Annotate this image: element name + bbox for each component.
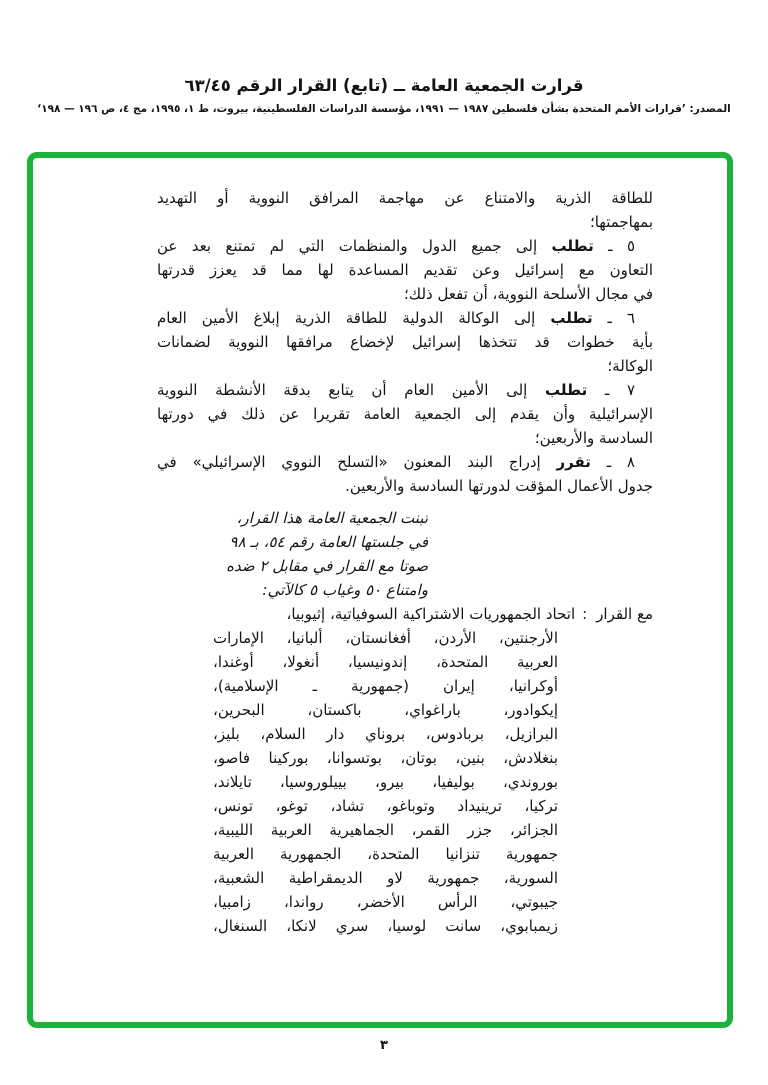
text-line: العربية المتحدة، إندونيسيا، أنغولا، أوغندا، — [213, 653, 558, 671]
text-line: للطاقة الذرية والامتناع عن مهاجمة المرافق النووية أو التهديد — [157, 189, 653, 207]
text-line: إيكوادور، باراغواي، باكستان، البحرين، — [213, 701, 558, 719]
text-line: الإسرائيلية وأن يقدم إلى الجمعية العامة تقريرا عن ذلك في دورتها — [157, 405, 653, 423]
text-line: ٦ ـ تطلب إلى الوكالة الدولية للطاقة الذرية إبلاغ الأمين العام — [157, 309, 635, 327]
text-line: ٥ ـ تطلب إلى جميع الدول والمنظمات التي لم تمتنع بعد عن — [157, 237, 635, 255]
page-number: ٣ — [380, 1038, 388, 1053]
vote-colon: : — [582, 605, 588, 623]
text-line: السادسة والأربعين؛ — [534, 429, 653, 447]
text-line: جدول الأعمال المؤقت لدورتها السادسة والأربعين. — [345, 477, 653, 495]
bold-keyword: تقرر — [556, 453, 591, 471]
text-line: الوكالة؛ — [607, 357, 653, 375]
text-line: تركيا، ترينيداد وتوباغو، تشاد، توغو، تونس، — [213, 797, 558, 815]
adoption-note — [157, 506, 653, 602]
bold-keyword: تطلب — [550, 309, 593, 327]
text-line: في مجال الأسلحة النووية، أن تفعل ذلك؛ — [404, 285, 653, 303]
text-line: الأرجنتين، الأردن، أفغانستان، ألبانيا، الإمارات — [213, 629, 558, 647]
text-line: وامتناع ٥٠ وغياب ٥ كالآتي: — [262, 581, 428, 599]
text-line: جيبوتي، الرأس الأخضر، رواندا، زامبيا، — [213, 893, 558, 911]
text-line: صوتا مع القرار في مقابل ٢ ضده — [226, 557, 428, 575]
bold-keyword: تطلب — [544, 381, 588, 399]
document-frame — [27, 152, 733, 1028]
vote-first-line: اتحاد الجمهوريات الاشتراكية السوفياتية، إثيوبيا، — [286, 605, 576, 623]
page-title: قرارت الجمعية العامة ــ (تابع) القرار الرقم ٦٣/٤٥ — [184, 76, 584, 95]
text-line: بمهاجمتها؛ — [589, 213, 653, 231]
text-line: بنغلادش، بنين، بوتان، بوتسوانا، بوركينا فاصو، — [213, 749, 558, 767]
vote-label: مع القرار — [596, 605, 653, 623]
text-line: التعاون مع إسرائيل وعن تقديم المساعدة لها مما قد يعزز قدرتها — [157, 261, 653, 279]
text-line: جمهورية تنزانيا المتحدة، الجمهورية العربية — [213, 845, 558, 863]
text-line: تبنت الجمعية العامة هذا القرار، — [236, 509, 428, 527]
text-line: في جلستها العامة رقم ٥٤، بـ ٩٨ — [229, 533, 428, 551]
text-line: بأية خطوات قد تتخذها إسرائيل لإخضاع مرافقها النووية لضمانات — [157, 333, 653, 351]
vote-country-list — [157, 626, 653, 938]
vote-section — [157, 602, 653, 938]
source-line: المصدر: ’قرارات الأمم المتحدة بشأن فلسطين ١٩٨٧ — ١٩٩١، مؤسسة الدراسات الفلسطينية، بيروت، ط ١، ١٩٩٥، مج ٤، ص ١٩٦ — ١٩٨‘ — [37, 103, 731, 115]
vote-row — [157, 602, 653, 626]
text-line: بوروندي، بوليفيا، بيرو، بييلوروسيا، تايلاند، — [213, 773, 558, 791]
text-line: البرازيل، بربادوس، بروناي دار السلام، بليز، — [213, 725, 558, 743]
text-line: ٧ ـ تطلب إلى الأمين العام أن يتابع بدقة الأنشطة النووية — [157, 381, 635, 399]
text-line: أوكرانيا، إيران (جمهورية ـ الإسلامية)، — [213, 677, 558, 695]
text-line: السورية، جمهورية لاو الديمقراطية الشعبية، — [213, 869, 558, 887]
resolution-body — [157, 186, 653, 498]
text-line: زيمبابوي، سانت لوسيا، سري لانكا، السنغال، — [213, 917, 558, 935]
bold-keyword: تطلب — [551, 237, 594, 255]
text-line: الجزائر، جزر القمر، الجماهيرية العربية الليبية، — [213, 821, 558, 839]
text-line: ٨ ـ تقرر إدراج البند المعنون «التسلح النووي الإسرائيلي» في — [157, 453, 635, 471]
